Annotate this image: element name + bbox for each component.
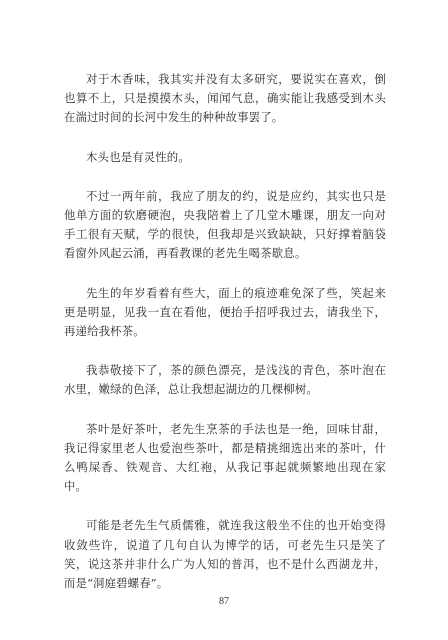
paragraph-6: 茶叶是好茶叶，老先生烹茶的手法也是一绝，回味甘甜，我记得家里老人也爱泡些茶叶，都是精挑细选出来的茶叶，什么鸭屎香、铁观音、大红袍，从我记事起就频繁地出现在家中。 [64, 421, 386, 494]
paragraph-4: 先生的年岁看着有些大，面上的痕迹难免深了些，笑起来更是明显，见我一直在看他，便抬手招呼我过去，请我坐下，再递给我杯茶。 [64, 285, 386, 339]
paragraph-3: 不过一两年前，我应了朋友的约，说是应约，其实也只是他单方面的软磨硬泡，央我陪着上了几堂木雕课，朋友一向对手工很有天赋，学的很快，但我却是兴致缺缺，只好撑着脑袋看窗外风起云涌，再看教课的老先生喝茶歇息。 [64, 188, 386, 261]
paragraph-1: 对于木香味，我其实并没有太多研究，要说实在喜欢，倒也算不上，只是摸摸木头，闻闻气息，确实能让我感受到木头在湍过时间的长河中发生的种种故事罢了。 [64, 72, 386, 125]
paragraph-7: 可能是老先生气质儒雅，就连我这般坐不住的也开始变得收敛些许，说道了几句自认为博学的话，可老先生只是笑了笑，说这茶并非什么广为人知的普洱，也不是什么西湖龙井，而是“洞庭碧螺春”。 [64, 518, 386, 591]
body-text [64, 70, 386, 613]
paragraph-5: 我恭敬接下了，茶的颜色漂亮，是浅浅的青色，茶叶泡在水里，嫩绿的色泽，总让我想起湖边的几棵柳树。 [64, 363, 386, 397]
paragraph-2: 木头也是有灵性的。 [86, 149, 190, 164]
page-number: 87 [219, 596, 229, 607]
